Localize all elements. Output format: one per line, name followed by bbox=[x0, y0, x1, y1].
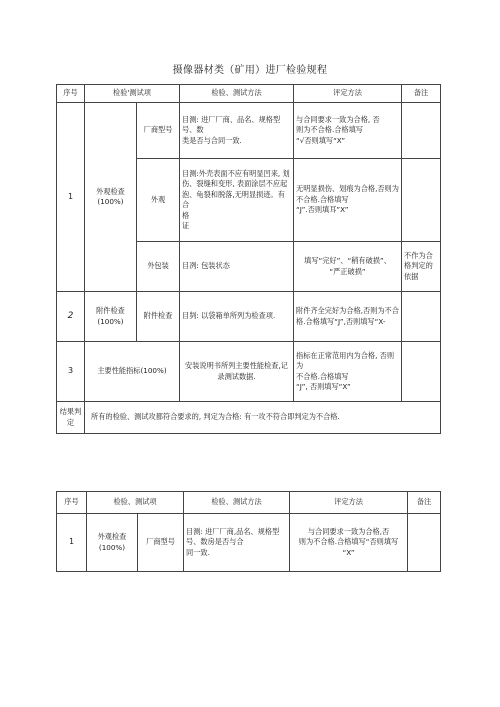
row-seq: 1 bbox=[57, 103, 85, 292]
method-cell: 目冽: 包装状态 bbox=[180, 242, 294, 292]
remark-cell bbox=[402, 103, 441, 159]
table-header-row bbox=[57, 85, 441, 103]
header-remark: 备注 bbox=[402, 85, 441, 103]
method-cell: 目刿: 以袋箱单所列为检查项. bbox=[180, 292, 294, 342]
inspection-table-2 bbox=[56, 491, 441, 572]
inspection-table-1 bbox=[56, 84, 441, 434]
method-cell: 目测: 进厂厂商,品名、规格型 号、数房是否与合 同一致. bbox=[184, 514, 290, 572]
subitem-label: 厂商型号 bbox=[137, 103, 180, 159]
remark-cell bbox=[402, 292, 441, 342]
result-row bbox=[57, 402, 441, 434]
header-criteria: 评定方法 bbox=[294, 85, 402, 103]
subitem-label: 厂商型号 bbox=[138, 514, 184, 572]
remark-cell bbox=[408, 514, 441, 572]
row-seq: 1 bbox=[57, 514, 87, 572]
criteria-cell: 指标在正常范用内为合格, 否则为 不合格.合格填写 “J”, 否则填写“X” bbox=[294, 342, 402, 402]
result-text: 所有的检验、测试攻都符合要求的, 判定为合格: 有一攻不符合即判定为不合格. bbox=[85, 402, 441, 434]
group-label: 附件检查 (100%) bbox=[85, 292, 137, 342]
criteria-cell: 与合同要求一致为合格,否 则为不合格.合格填写“否则填写 “X” bbox=[290, 514, 408, 572]
group-label: 外观检查 (100%) bbox=[85, 103, 137, 292]
group-label: 外观检查 (100%) bbox=[87, 514, 138, 572]
table-row bbox=[57, 514, 441, 572]
remark-cell: 不作为合 格判定的 依据 bbox=[402, 242, 441, 292]
subitem-label: 附件检查 bbox=[137, 292, 180, 342]
criteria-cell: 无明显损伤、划痕为合格,否则为 不合格.合格填写 “J”.否则填耳”X” bbox=[294, 159, 402, 242]
header-seq: 序号 bbox=[57, 85, 85, 103]
criteria-cell: 附件齐全完好为合格,否则为不合 格.合格填写“J”,否则填写“X- bbox=[294, 292, 402, 342]
method-cell: 目测:外壳表面不应有明显凹来, 划 伤、裂缝和变形, 表面涂层不应起 泡、龟裂和脱落,无明显损迹。有合 格 证 bbox=[180, 159, 294, 242]
header-item: 检验、测试项 bbox=[87, 492, 184, 514]
table-row bbox=[57, 292, 441, 342]
table-row bbox=[57, 103, 441, 159]
row-seq: 3 bbox=[57, 342, 85, 402]
method-cell: 目测: 进厂厂商、品名、规格型号、数 类是否与合同一致. bbox=[180, 103, 294, 159]
subitem-label: 外包装 bbox=[137, 242, 180, 292]
criteria-cell: 与合同要求一致为合格, 否 则为不合格.合格填写 “√否则填写“X” bbox=[294, 103, 402, 159]
method-cell: 安装说明书所列主要性能检查,记 录测试数据. bbox=[180, 342, 294, 402]
criteria-cell: 填写“完好”、“稍有破损”、 “严正破损” bbox=[294, 242, 402, 292]
subitem-label: 外观 bbox=[137, 159, 180, 242]
page-title: 摄像器材类（矿用）进厂检验规程 bbox=[172, 65, 328, 76]
item-label: 主要性能指标(100%) bbox=[85, 342, 180, 402]
header-method: 检验、测试方法 bbox=[180, 85, 294, 103]
remark-cell bbox=[402, 159, 441, 242]
header-method: 检验、测试方法 bbox=[184, 492, 290, 514]
row-seq: 2 bbox=[57, 292, 85, 342]
table-row bbox=[57, 342, 441, 402]
remark-cell bbox=[402, 342, 441, 402]
result-label: 结果判 定 bbox=[57, 402, 85, 434]
header-criteria: 评定方法 bbox=[290, 492, 408, 514]
table-header-row bbox=[57, 492, 441, 514]
header-remark: 备注 bbox=[408, 492, 441, 514]
header-seq: 序号 bbox=[57, 492, 87, 514]
header-item: 检验'测试项 bbox=[85, 85, 180, 103]
